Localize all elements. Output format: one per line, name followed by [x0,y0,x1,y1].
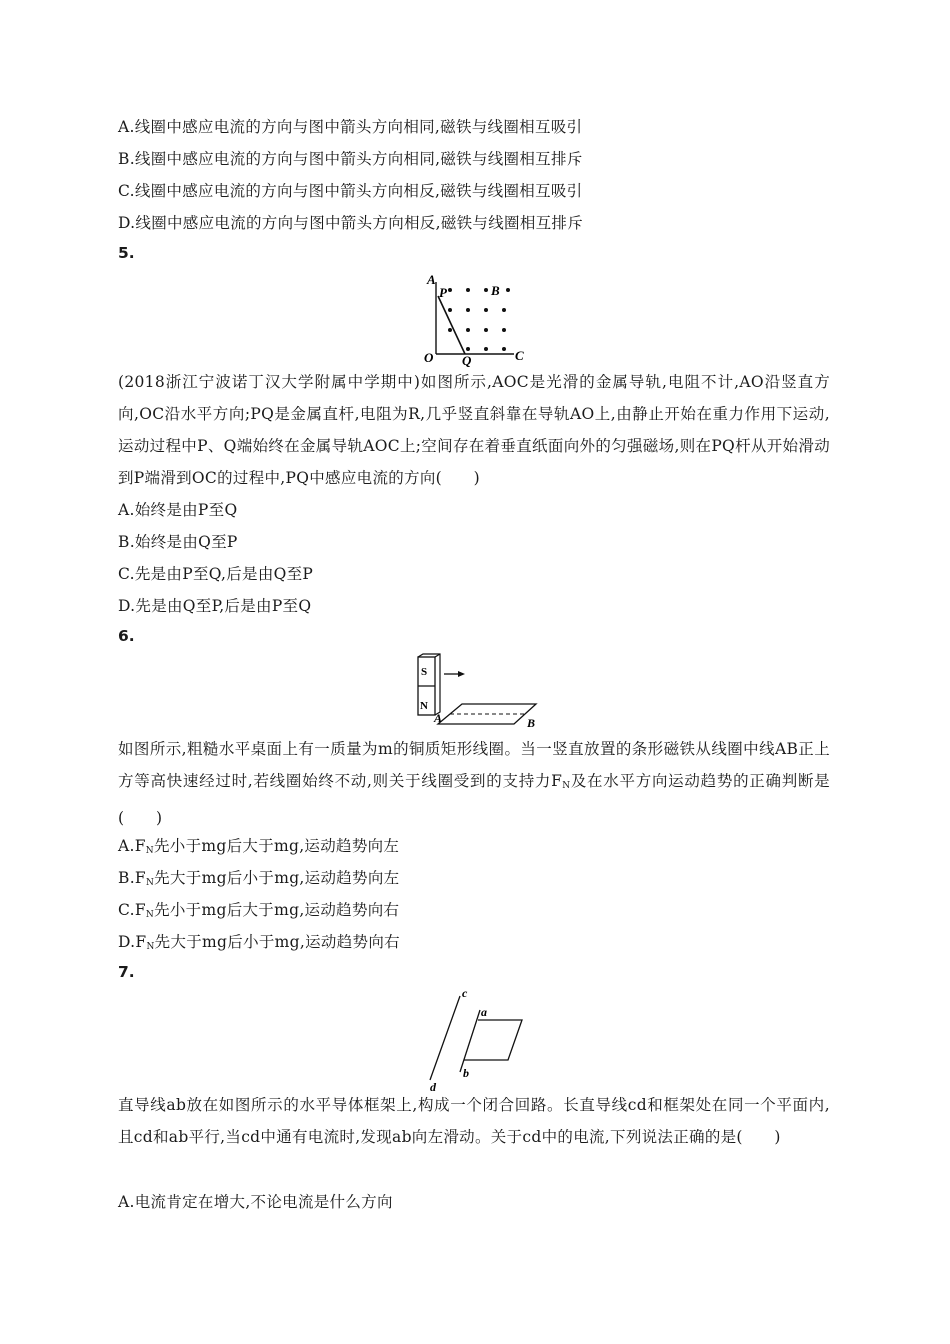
q5-option-b: B.始终是由Q至P [118,533,238,551]
q6-label-b: B [527,716,536,730]
q5-label-b: B [491,283,500,298]
q5-label-a: A [427,272,436,287]
q6-option-b: $B.F_N$先大于mg后小于mg,运动趋势向左 [118,869,400,888]
q5-label-p: P [439,285,447,300]
q4-option-d: D.线圈中感应电流的方向与图中箭头方向相反,磁铁与线圈相互排斥 [118,214,584,232]
q7-label-c: c [462,986,468,1000]
q5-option-a: A.始终是由P至Q [118,501,238,519]
q6-stem [118,733,830,834]
q5-label-q: Q [462,353,472,368]
q7-option-a: A.电流肯定在增大,不论电流是什么方向 [118,1193,393,1211]
q4-option-b: B.线圈中感应电流的方向与图中箭头方向相同,磁铁与线圈相互排斥 [118,150,583,168]
q6-option-a: $A.F_N$先小于mg后大于mg,运动趋势向左 [118,837,400,856]
q7-figure [420,988,530,1092]
q5-stem: (2018浙江宁波诺丁汉大学附属中学期中)如图所示,AOC是光滑的金属导轨,电阻不计,AO沿竖直方向,OC沿水平方向;PQ是金属直杆,电阻为R,几乎竖直斜靠在导轨AO上,由静止开始在重力作用下运动,运动过程中P、Q端始终在金属导轨AOC上;空间存在着垂直纸面向外的匀强磁场,则在PQ杆从开始滑动到P端滑到OC的过程中,PQ中感应电流的方向( ) [118,373,830,487]
q6-number: 6. [118,627,135,645]
q5-number: 5. [118,244,135,262]
q5-label-c: C [515,348,524,363]
q6-stem-subscript: N [562,781,571,791]
q4-option-a: A.线圈中感应电流的方向与图中箭头方向相同,磁铁与线圈相互吸引 [118,118,583,136]
q6-stem-text: 如图所示,粗糙水平桌面上有一质量为m的铜质矩形线圈。当一竖直放置的条形磁铁从线圈中线AB正上方等高快速经过时,若线圈始终不动,则关于线圈受到的支持力F [118,740,830,790]
q6-label-s: S [421,666,428,678]
q6-label-a: A [434,711,443,725]
q6-option-d: $D.F_N$先大于mg后小于mg,运动趋势向右 [118,933,400,952]
q5-label-o: O [424,350,434,365]
q7-label-b: b [463,1066,469,1080]
q5-option-d: D.先是由Q至P,后是由P至Q [118,597,312,615]
q6-stem-text-end: 及在水平方向运动趋势的正确判断是( ) [118,772,830,827]
q6-figure [410,654,550,734]
q7-stem: 直导线ab放在如图所示的水平导体框架上,构成一个闭合回路。长直导线cd和框架处在同一个平面内,且cd和ab平行,当cd中通有电流时,发现ab向左滑动。关于cd中的电流,下列说法正确的是( ) [118,1096,830,1146]
q4-option-c: C.线圈中感应电流的方向与图中箭头方向相反,磁铁与线圈相互吸引 [118,182,583,200]
q5-option-c: C.先是由P至Q,后是由Q至P [118,565,314,583]
q7-label-a: a [481,1005,487,1019]
q6-label-n: N [420,700,428,712]
q5-figure [420,270,530,366]
q7-number: 7. [118,963,135,981]
q7-label-d: d [430,1080,436,1094]
q6-option-c: $C.F_N$先小于mg后大于mg,运动趋势向右 [118,901,400,920]
